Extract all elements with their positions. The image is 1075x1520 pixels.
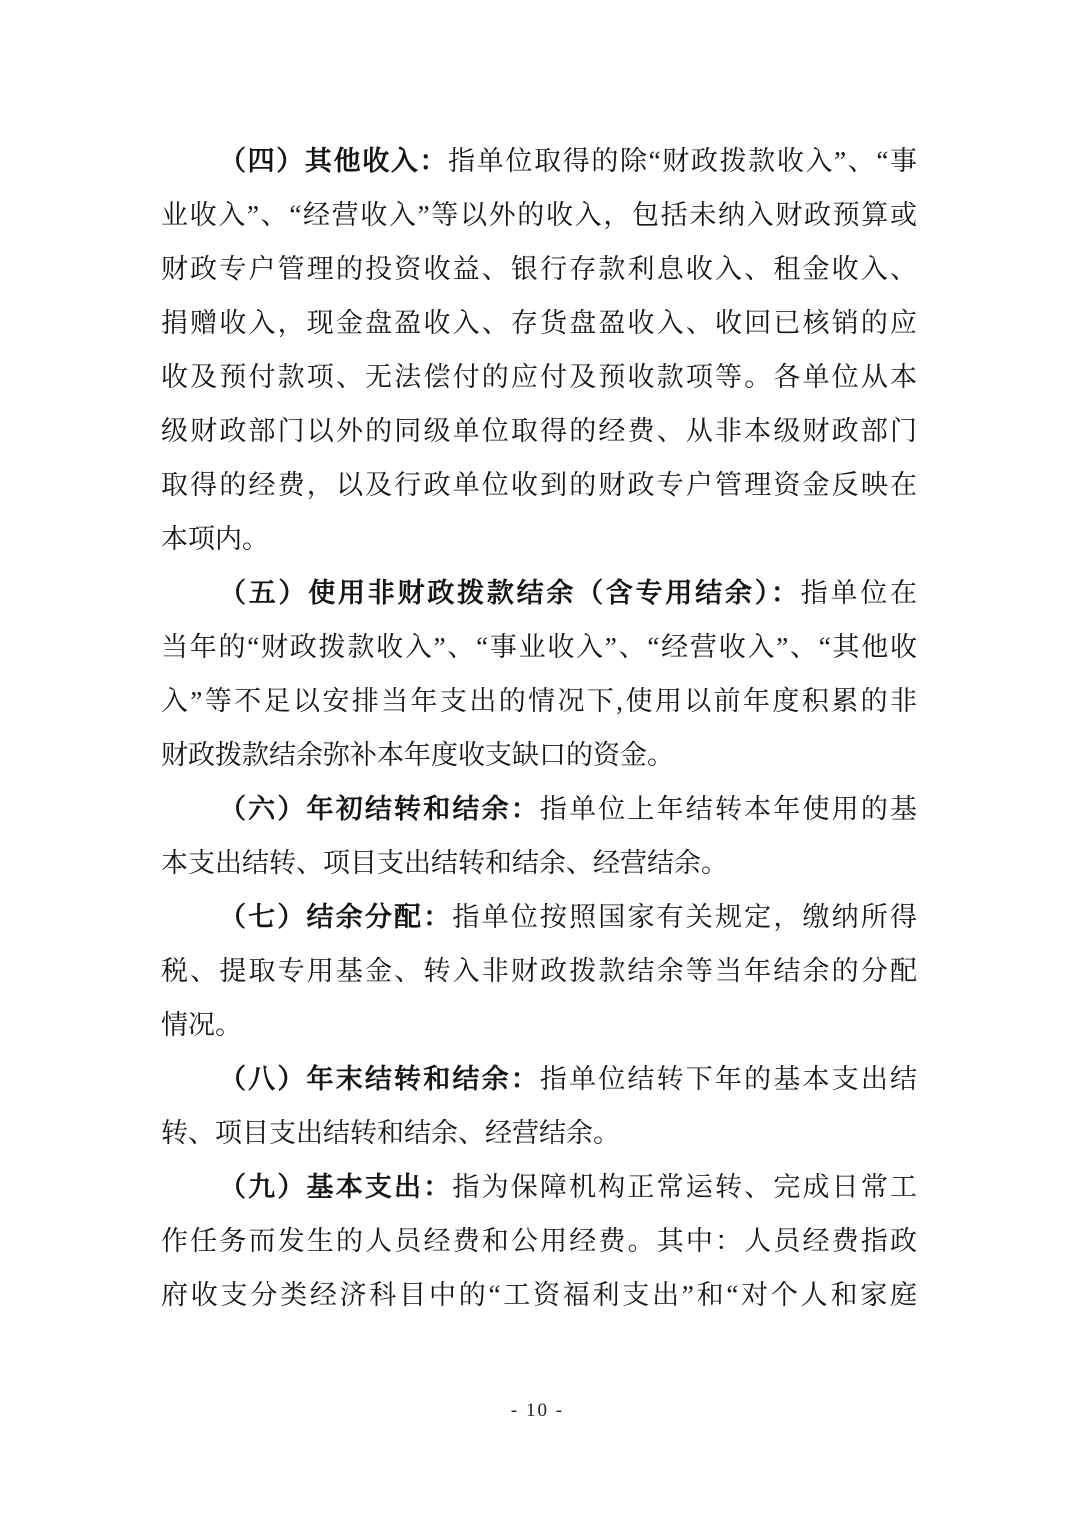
text-line: [161, 188, 917, 242]
body-text: 作任务而发生的人员经费和公用经费。其中：人员经费指政: [161, 1226, 917, 1256]
body-text: 入”等不足以安排当年支出的情况下,使用以前年度积累的非: [161, 686, 917, 716]
text-line: [161, 728, 917, 782]
body-text: 取得的经费，以及行政单位收到的财政专户管理资金反映在: [161, 470, 917, 500]
section-heading: （九）基本支出：: [219, 1172, 453, 1202]
text-line: [161, 512, 917, 566]
body-text: 府收支分类经济科目中的“工资福利支出”和“对个人和家庭: [161, 1280, 917, 1310]
body-text: 级财政部门以外的同级单位取得的经费、从非本级财政部门: [161, 416, 917, 446]
body-text: 指单位按照国家有关规定，缴纳所得: [452, 902, 918, 932]
section-heading: （七）结余分配：: [219, 902, 453, 932]
paragraph-section-5-use-of-non-fiscal-appropriation-surplus: [161, 566, 917, 782]
text-line: [161, 350, 917, 404]
page-number: - 10 -: [510, 1400, 565, 1421]
paragraph-section-7-surplus-distribution: [161, 890, 917, 1052]
paragraph-section-9-basic-expenditure: [161, 1160, 917, 1322]
text-line: [161, 890, 917, 944]
text-line: [161, 134, 917, 188]
text-line: [161, 1160, 917, 1214]
text-line: [161, 620, 917, 674]
text-line: [161, 242, 917, 296]
body-text: 情况。: [161, 1010, 242, 1040]
paragraph-section-8-end-of-year-carryover-and-surplus: [161, 1052, 917, 1160]
section-heading: （五）使用非财政拨款结余（含专用结余）：: [219, 578, 801, 608]
paragraph-section-6-beginning-of-year-carryover-and-surplus: [161, 782, 917, 890]
body-text: 指单位上年结转本年使用的基: [539, 794, 918, 824]
section-heading: （六）年初结转和结余：: [219, 794, 540, 824]
body-text: 转、项目支出结转和结余、经营结余。: [161, 1118, 620, 1148]
document-body: [161, 134, 917, 1322]
body-text: 财政专户管理的投资收益、银行存款利息收入、租金收入、: [161, 254, 917, 284]
body-text: 当年的“财政拨款收入”、“事业收入”、“经营收入”、“其他收: [161, 632, 917, 662]
body-text: 财政拨款结余弥补本年度收支缺口的资金。: [161, 740, 674, 770]
text-line: [161, 458, 917, 512]
text-line: [161, 1214, 917, 1268]
paragraph-section-4-other-income: [161, 134, 917, 566]
body-text: 本项内。: [161, 524, 269, 554]
text-line: [161, 1106, 917, 1160]
text-line: [161, 782, 917, 836]
text-line: [161, 674, 917, 728]
text-line: [161, 404, 917, 458]
body-text: 指单位结转下年的基本支出结: [539, 1064, 918, 1094]
body-text: 税、提取专用基金、转入非财政拨款结余等当年结余的分配: [161, 956, 917, 986]
body-text: 本支出结转、项目支出结转和结余、经营结余。: [161, 848, 728, 878]
body-text: 业收入”、“经营收入”等以外的收入，包括未纳入财政预算或: [161, 200, 917, 230]
body-text: 指单位取得的除“财政拨款收入”、“事: [448, 146, 918, 176]
text-line: [161, 566, 917, 620]
section-heading: （八）年末结转和结余：: [219, 1064, 540, 1094]
text-line: [161, 296, 917, 350]
text-line: [161, 836, 917, 890]
text-line: [161, 998, 917, 1052]
body-text: 收及预付款项、无法偿付的应付及预收款项等。各单位从本: [161, 362, 917, 392]
text-line: [161, 1052, 917, 1106]
text-line: [161, 944, 917, 998]
text-line: [161, 1268, 917, 1322]
section-heading: （四）其他收入：: [219, 146, 449, 176]
body-text: 指为保障机构正常运转、完成日常工: [452, 1172, 918, 1202]
body-text: 捐赠收入，现金盘盈收入、存货盘盈收入、收回已核销的应: [161, 308, 917, 338]
body-text: 指单位在: [800, 578, 918, 608]
